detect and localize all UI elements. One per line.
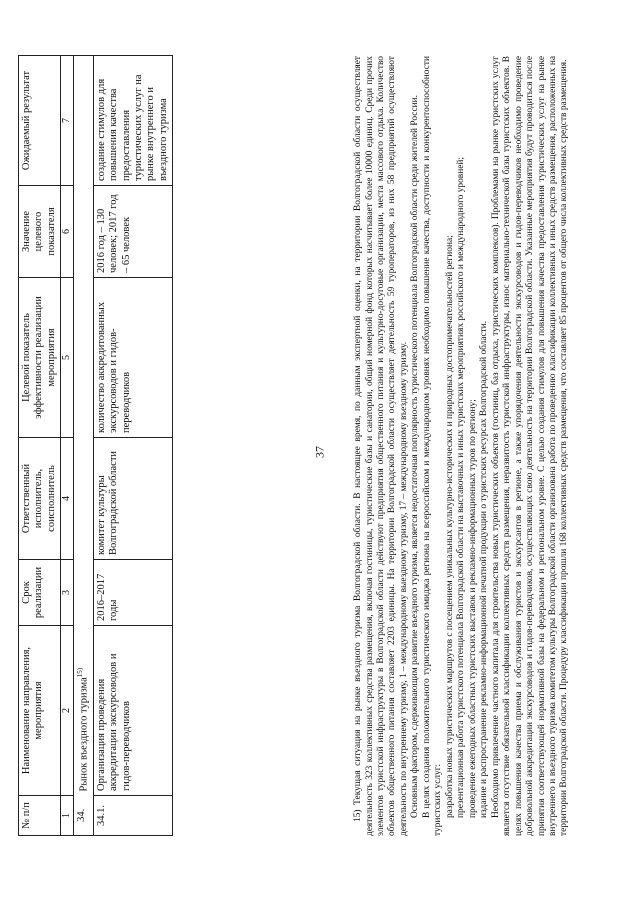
header-period: Срок реализации xyxy=(19,560,61,626)
column-number-row xyxy=(61,56,74,836)
page-number: 37 xyxy=(312,446,327,458)
column-number: 3 xyxy=(61,560,74,626)
footnote-paragraph: презентационная работа туристского потенциала Волгоградской области на выставочных и иных туристских мероприятиях российского и международного уровней; xyxy=(456,156,467,818)
footnote-paragraph: 15) Текущая ситуация на рынке въездного туризма Волгоградской области. В настоящее время, по данным экспертной оценки, на территории Волгоградской области осуществляет деятельность 323 коллективных средства размещения, включая гостиницы, туристические базы и санатории, общий номерной фонд которых насчитывает более 10000 единиц. Среди прочих элементов туристской инфраструктуры в Волгоградской области действуют предприятия общественного питания и культурно-досуговые организации, места массового отдыха. Количество объектов общественного питания составляет 2203 единицы. На территории Волгоградской области осуществляет деятельность 59 туроператоров, из них 58 предприятий осуществляют деятельность по внутреннему туризму, 1 – международному выездному туризму, 17 – международному въездному туризму. xyxy=(353,56,409,836)
header-result: Ожидаемый результат xyxy=(19,56,61,186)
footnote-paragraph: разработка новых туристических маршрутов с посещением уникальных культурно-исторических и природных достопримечательностей региона; xyxy=(444,235,455,818)
header-indicator: Целевой показатель эффективности реализации мероприятия xyxy=(19,278,61,438)
column-number: 5 xyxy=(61,278,74,438)
section-title: Рынок въездного туризма xyxy=(78,677,90,792)
section-footnote-mark: 15) xyxy=(75,667,84,678)
row-period: 2016–2017 годы xyxy=(93,560,172,626)
footnote-text xyxy=(353,56,571,836)
footnote-paragraph: проведение ежегодных областных туристских выставок и рекламно-информационных туров по региону; xyxy=(467,399,478,818)
column-number: 4 xyxy=(61,438,74,560)
header-responsible: Ответственный исполнитель, соисполнитель xyxy=(19,438,61,560)
row-indicator: количество аккредитованных экскурсоводов и гидов-переводчиков xyxy=(93,278,172,438)
header-name: Наименование направления, мероприятия xyxy=(19,626,61,796)
column-number: 6 xyxy=(61,186,74,278)
table-row xyxy=(93,56,172,836)
rotated-page-content xyxy=(18,38,618,858)
section-title-cell xyxy=(73,56,93,796)
footnote-paragraph: издание и распространение рекламно-информационной печатной продукции о туристских ресурсах Волгоградской области. xyxy=(479,320,490,818)
blank-space xyxy=(173,38,353,858)
measures-table xyxy=(18,55,173,836)
footnote-paragraph: Необходимо привлечение частного капитала для строительства новых туристических объектов (гостиниц, баз отдыха, туристических комплексов). Проблемами на рынке туристских услуг является отсутствие обязательной классификации коллективных средств размещения, неразвитость туристской инфраструктуры, износ материально-технической базы туристских объектов. В целях повышения качества приема и обслуживания туристов и экскурсантов в регионе, а также упорядочения деятельности экскурсоводов и гидов-переводчиков необходимо проведение добровольной аккредитации экскурсоводов и гидов-переводчиков, осуществляющих свою деятельность на территории Волгоградской области. Указанные мероприятия будут проводиться после принятия соответствующей нормативной базы на федеральном и региональном уровне. С целью создания стимулов для повышения качества предоставления туристических услуг на рынке внутреннего и въездного туризма комитетом культуры Волгоградской области организована работа по проведению классификации коллективных и иных средств размещения, расположенных на территории Волгоградской области. Процедуру классификации прошли 168 коллективных средств размещения, что составляет 85 процентов от общего числа коллективных средств размещения. xyxy=(490,56,570,836)
row-value: 2016 год – 130 человек; 2017 год – 65 человек xyxy=(93,186,172,278)
footnote-paragraph: Основным фактором, сдерживающим развитие въездного туризма, является недостаточная популярность туристического потенциала Волгоградской области среди жителей России. xyxy=(410,94,421,818)
row-responsible: комитет культуры Волгоградской области xyxy=(93,438,172,560)
column-number: 2 xyxy=(61,626,74,796)
section-row xyxy=(73,56,93,836)
row-number: 34.1. xyxy=(93,796,172,836)
header-number: № п/п xyxy=(19,796,61,836)
column-number: 7 xyxy=(61,56,74,186)
row-result: создание стимулов для повышения качества предоставления туристических услуг на рынке внутреннего и въездного туризма xyxy=(93,56,172,186)
row-name: Организация проведения аккредитации экскурсоводов и гидов-переводчиков xyxy=(93,626,172,796)
table-header-row xyxy=(19,56,61,836)
column-number: 1 xyxy=(61,796,74,836)
footnote-paragraph: В целях создания положительного туристического имиджа региона на всероссийском и международном уровнях необходимо повышение качества, доступности и конкурентоспособности туристских услуг: xyxy=(421,56,444,836)
header-value: Значение целевого показателя xyxy=(19,186,61,278)
section-number: 34. xyxy=(73,796,93,836)
